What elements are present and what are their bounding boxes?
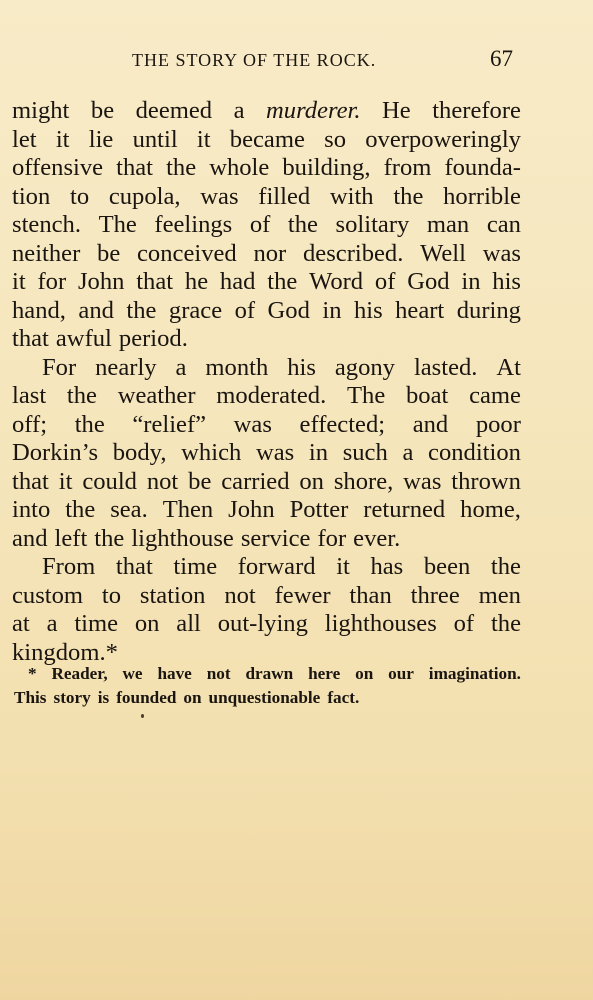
word: of xyxy=(234,296,256,324)
word: fewer xyxy=(274,581,331,609)
word: condition xyxy=(428,439,521,466)
text-line xyxy=(12,268,521,297)
word: man xyxy=(426,211,470,238)
word: The xyxy=(98,211,137,238)
footnote xyxy=(14,662,521,710)
word: for xyxy=(317,524,347,552)
word: hand, xyxy=(12,296,66,324)
word: a xyxy=(175,353,187,381)
word: station xyxy=(139,581,206,609)
paper-speck xyxy=(141,714,144,718)
word: whole xyxy=(209,154,270,181)
word: body, xyxy=(112,439,167,466)
word: For xyxy=(42,353,77,381)
running-head xyxy=(0,46,593,74)
word: the xyxy=(66,382,97,409)
word: heart xyxy=(395,296,445,324)
word: agony xyxy=(334,353,395,381)
word: forward xyxy=(237,553,316,580)
word: it xyxy=(58,467,73,495)
paragraph xyxy=(12,97,521,354)
word: lighthouses xyxy=(324,610,437,637)
word: moderated. xyxy=(216,382,327,409)
word: described. xyxy=(303,239,404,267)
word: on xyxy=(299,467,324,495)
word: for xyxy=(37,268,67,295)
footnote-line xyxy=(14,686,521,710)
text-line xyxy=(12,610,521,639)
word: he xyxy=(184,268,209,295)
word: awful xyxy=(55,325,112,352)
word: murderer. xyxy=(266,97,361,124)
word: a xyxy=(233,97,245,124)
word: poor xyxy=(475,410,521,438)
word: time xyxy=(173,553,218,580)
word: feelings xyxy=(154,211,233,238)
word: filled xyxy=(258,182,311,210)
word: it xyxy=(336,553,350,580)
word: the xyxy=(65,496,96,523)
word: At xyxy=(496,353,521,381)
word: three xyxy=(410,581,460,609)
word: the xyxy=(166,154,197,181)
body-text xyxy=(12,97,521,667)
word: shore, xyxy=(333,467,394,495)
word: Dorkin’s xyxy=(12,439,99,466)
word: and xyxy=(78,296,114,324)
word: founda- xyxy=(444,154,521,181)
word: ever. xyxy=(353,524,401,552)
word: can xyxy=(486,211,521,238)
word: the xyxy=(94,524,125,552)
word: * xyxy=(28,664,37,683)
word: God xyxy=(267,296,310,324)
word: the xyxy=(287,211,318,238)
word: lie xyxy=(88,125,114,153)
word: of xyxy=(453,610,475,637)
word: kingdom.* xyxy=(12,638,118,666)
word: that xyxy=(12,325,49,352)
word: fact. xyxy=(327,688,360,707)
word: From xyxy=(42,553,96,580)
word: The xyxy=(347,382,386,409)
text-line xyxy=(12,582,521,611)
word: founded xyxy=(116,688,177,707)
word: be xyxy=(90,97,115,124)
word: home, xyxy=(460,496,521,523)
word: which xyxy=(181,439,242,466)
word: effected; xyxy=(299,410,386,438)
word: was xyxy=(255,439,295,466)
word: so xyxy=(324,125,346,153)
word: John xyxy=(77,268,125,295)
word: that xyxy=(12,467,49,495)
word: weather xyxy=(117,382,196,409)
word: that xyxy=(136,268,174,295)
word: have xyxy=(157,664,192,683)
word: in xyxy=(322,296,342,324)
word: cupola, xyxy=(108,182,181,210)
text-line xyxy=(12,354,521,383)
word: be xyxy=(188,467,212,495)
word: service xyxy=(240,524,311,552)
word: drawn xyxy=(245,664,294,683)
word: story xyxy=(53,688,91,707)
word: that xyxy=(115,553,153,580)
word: the xyxy=(490,553,521,580)
word: offensive xyxy=(12,154,104,181)
word: men xyxy=(478,581,521,609)
word: month xyxy=(205,353,269,381)
running-title: THE STORY OF THE ROCK. xyxy=(132,50,377,70)
word: conceived xyxy=(137,239,237,267)
word: nearly xyxy=(95,353,157,381)
word: was xyxy=(482,239,521,267)
word: be xyxy=(97,239,121,267)
word: such xyxy=(342,439,388,466)
word: of xyxy=(374,268,396,295)
word: has xyxy=(370,553,404,580)
word: until xyxy=(132,125,178,153)
word: the xyxy=(74,410,105,438)
word: not xyxy=(206,664,231,683)
word: and xyxy=(412,410,449,438)
word: solitary xyxy=(335,211,410,238)
word: on xyxy=(183,688,202,707)
text-line xyxy=(12,411,521,440)
text-line xyxy=(12,553,521,582)
word: neither xyxy=(12,239,81,267)
word: time xyxy=(74,610,119,637)
word: to xyxy=(101,581,122,609)
word: out-lying xyxy=(217,610,308,637)
text-line xyxy=(12,382,521,411)
word: deemed xyxy=(135,97,213,124)
word: it xyxy=(55,125,70,153)
word: had xyxy=(219,268,256,295)
page-number: 67 xyxy=(490,46,513,71)
word: his xyxy=(353,296,383,324)
paragraph xyxy=(12,354,521,554)
word: carried xyxy=(221,467,290,495)
word: off; xyxy=(12,410,48,438)
word: custom xyxy=(12,581,84,609)
word: He xyxy=(382,97,411,124)
text-line xyxy=(12,211,521,240)
word: in xyxy=(308,439,329,466)
word: during xyxy=(456,296,521,324)
word: at xyxy=(12,610,30,637)
word: was xyxy=(200,182,239,210)
word: God xyxy=(407,268,450,295)
word: stench. xyxy=(12,211,81,238)
word: Potter xyxy=(289,496,349,523)
word: John xyxy=(228,496,275,523)
word: we xyxy=(122,664,143,683)
word: let xyxy=(12,125,37,153)
word: to xyxy=(69,182,90,210)
word: a xyxy=(402,439,414,466)
word: grace xyxy=(168,296,223,324)
word: could xyxy=(82,467,137,495)
text-line xyxy=(12,325,521,354)
word: This xyxy=(14,688,47,707)
word: Reader, xyxy=(51,664,108,683)
word: in xyxy=(461,268,481,295)
word: the xyxy=(393,182,424,210)
word: nor xyxy=(253,239,287,267)
word: Word xyxy=(309,268,364,295)
word: unquestionable xyxy=(208,688,321,707)
word: on xyxy=(355,664,374,683)
footnote-line xyxy=(14,662,521,686)
text-line xyxy=(12,525,521,554)
word: left xyxy=(54,524,88,552)
word: was xyxy=(233,410,272,438)
text-line xyxy=(12,496,521,525)
word: it xyxy=(12,268,26,295)
word: period. xyxy=(118,325,188,352)
text-line xyxy=(12,154,521,183)
word: not xyxy=(224,581,256,609)
word: thrown xyxy=(451,467,521,495)
word: the xyxy=(267,268,298,295)
word: with xyxy=(329,182,374,210)
word: might xyxy=(12,97,70,124)
paragraph xyxy=(12,553,521,667)
text-line xyxy=(12,468,521,497)
text-line xyxy=(12,439,521,468)
word: “relief” xyxy=(132,410,207,438)
word: it xyxy=(196,125,211,153)
word: last xyxy=(12,382,47,409)
word: lasted. xyxy=(413,353,478,381)
word: been xyxy=(423,553,471,580)
word: here xyxy=(308,664,341,683)
word: building, xyxy=(282,154,371,181)
word: lighthouse xyxy=(131,524,234,552)
word: than xyxy=(349,581,392,609)
word: became xyxy=(229,125,305,153)
word: boat xyxy=(406,382,449,409)
word: and xyxy=(12,524,48,552)
word: therefore xyxy=(432,97,521,124)
word: his xyxy=(492,268,521,295)
text-line xyxy=(12,297,521,326)
word: a xyxy=(46,610,58,637)
word: is xyxy=(97,688,110,707)
word: tion xyxy=(12,182,51,210)
word: his xyxy=(287,353,316,381)
word: our xyxy=(388,664,414,683)
text-line xyxy=(12,240,521,269)
word: came xyxy=(469,382,521,409)
text-line xyxy=(12,97,521,126)
word: all xyxy=(176,610,201,637)
word: into xyxy=(12,496,51,523)
text-line xyxy=(12,183,521,212)
word: the xyxy=(126,296,157,324)
word: imagination. xyxy=(428,664,521,683)
text-line xyxy=(12,126,521,155)
word: on xyxy=(134,610,160,637)
word: returned xyxy=(363,496,446,523)
word: horrible xyxy=(443,182,521,210)
word: Then xyxy=(162,496,214,523)
word: of xyxy=(249,211,271,238)
word: was xyxy=(403,467,442,495)
word: from xyxy=(383,154,432,181)
word: not xyxy=(146,467,179,495)
word: sea. xyxy=(110,496,148,523)
word: the xyxy=(490,610,521,637)
word: that xyxy=(116,154,154,181)
word: overpoweringly xyxy=(365,125,521,153)
word: Well xyxy=(420,239,466,267)
